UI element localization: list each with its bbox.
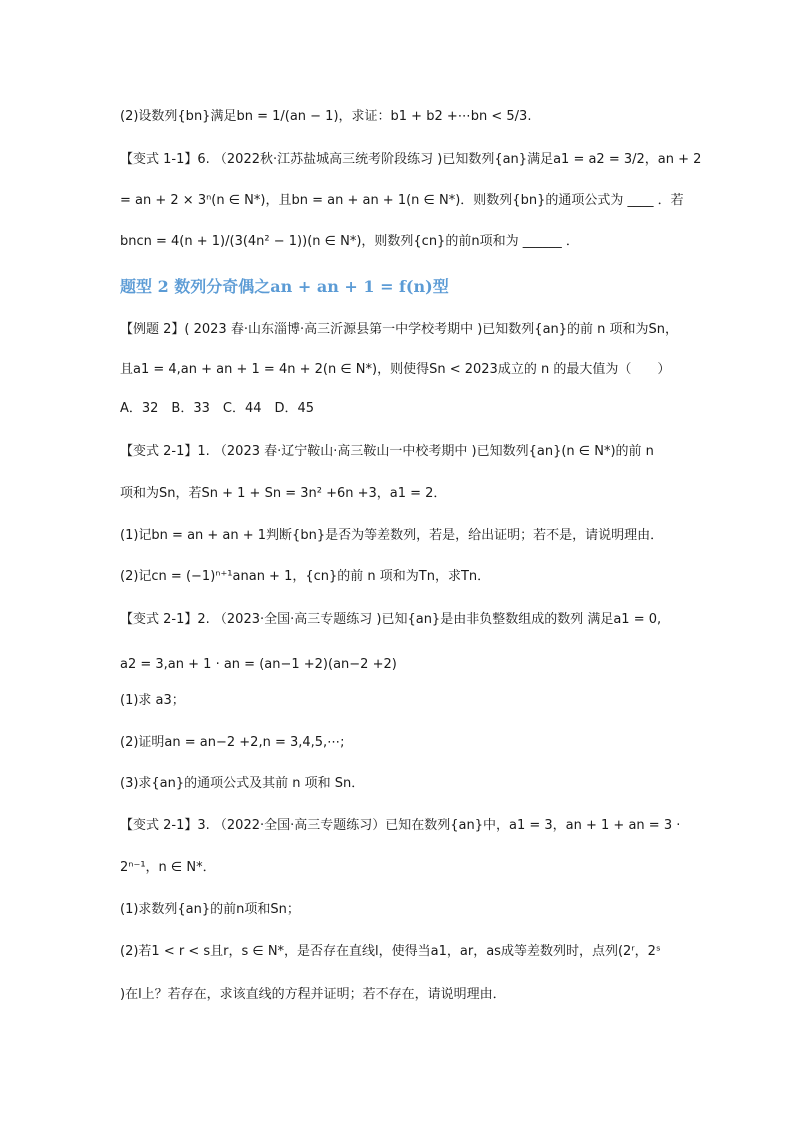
text-line-17: 2ⁿ⁻¹，n ∈ N*． xyxy=(120,860,216,875)
text-line-11: 【变式 2-1】2. （2023·全国·高三专题练习 )已知{an}是由非负整数组成的数列 满足a1 = 0, xyxy=(120,612,662,627)
text-line-18: (1)求数列{an}的前n项和Sn； xyxy=(120,902,300,917)
text-line-15: (3)求{an}的通项公式及其前 n 项和 Sn． xyxy=(120,776,365,791)
text-line-7: 【变式 2-1】1. （2023 春·辽宁鞍山·高三鞍山一中校考期中 )已知数列{an}(n ∈ N*)的前 n xyxy=(120,444,654,459)
text-line-4: bncn = 4(n + 1)/(3(4n² − 1))(n ∈ N*)，则数列{cn}的前n项和为 ______ ． xyxy=(120,234,579,249)
text-line-10: (2)记cn = (−1)ⁿ⁺¹anan + 1，{cn}的前 n 项和为Tn，求Tn． xyxy=(120,569,491,584)
text-line-9: (1)记bn = an + an + 1判断{bn}是否为等差数列，若是，给出证明；若不是，请说明理由． xyxy=(120,528,664,543)
text-line-2: 【变式 1-1】6. （2022秋·江苏盐城高三统考阶段练习 )已知数列{an}满足a1 = a2 = 3/2，an + 2 xyxy=(120,152,702,167)
text-line-12: a2 = 3,an + 1 · an = (an−1 +2)(an−2 +2) xyxy=(120,657,397,672)
text-line-5: 【例题 2】( 2023 春·山东淄博·高三沂源县第一中学校考期中 )已知数列{an}的前 n 项和为Sn， xyxy=(120,322,679,337)
answer-options: A．32 B．33 C．44 D．45 xyxy=(120,401,315,416)
text-line-6: 且a1 = 4,an + an + 1 = 4n + 2(n ∈ N*)，则使得Sn < 2023成立的 n 的最大值为（ ） xyxy=(120,362,671,377)
text-line-14: (2)证明an = an−2 +2,n = 3,4,5,⋯; xyxy=(120,735,345,750)
text-line-8: 项和为Sn，若Sn + 1 + Sn = 3n² +6n +3，a1 = 2． xyxy=(120,486,447,501)
text-line-13: (1)求 a3； xyxy=(120,693,185,708)
text-line-1: (2)设数列{bn}满足bn = 1/(an − 1)，求证：b1 + b2 +⋯bn < 5/3. xyxy=(120,109,532,124)
text-line-3: = an + 2 × 3ⁿ(n ∈ N*)，且bn = an + an + 1(n ∈ N*)．则数列{bn}的通项公式为 ____ ．若 xyxy=(120,193,684,208)
text-line-20: )在l上？若存在，求该直线的方程并证明；若不存在，请说明理由． xyxy=(120,987,506,1002)
text-line-16: 【变式 2-1】3. （2022·全国·高三专题练习）已知在数列{an}中，a1 = 3，an + 1 + an = 3 · xyxy=(120,818,681,833)
text-line-19: (2)若1 < r < s且r，s ∈ N*，是否存在直线l，使得当a1，ar，as成等差数列时，点列(2ʳ，2ˢ xyxy=(120,944,661,959)
section-heading: 题型 2 数列分奇偶之an + an + 1 = f(n)型 xyxy=(120,277,449,296)
